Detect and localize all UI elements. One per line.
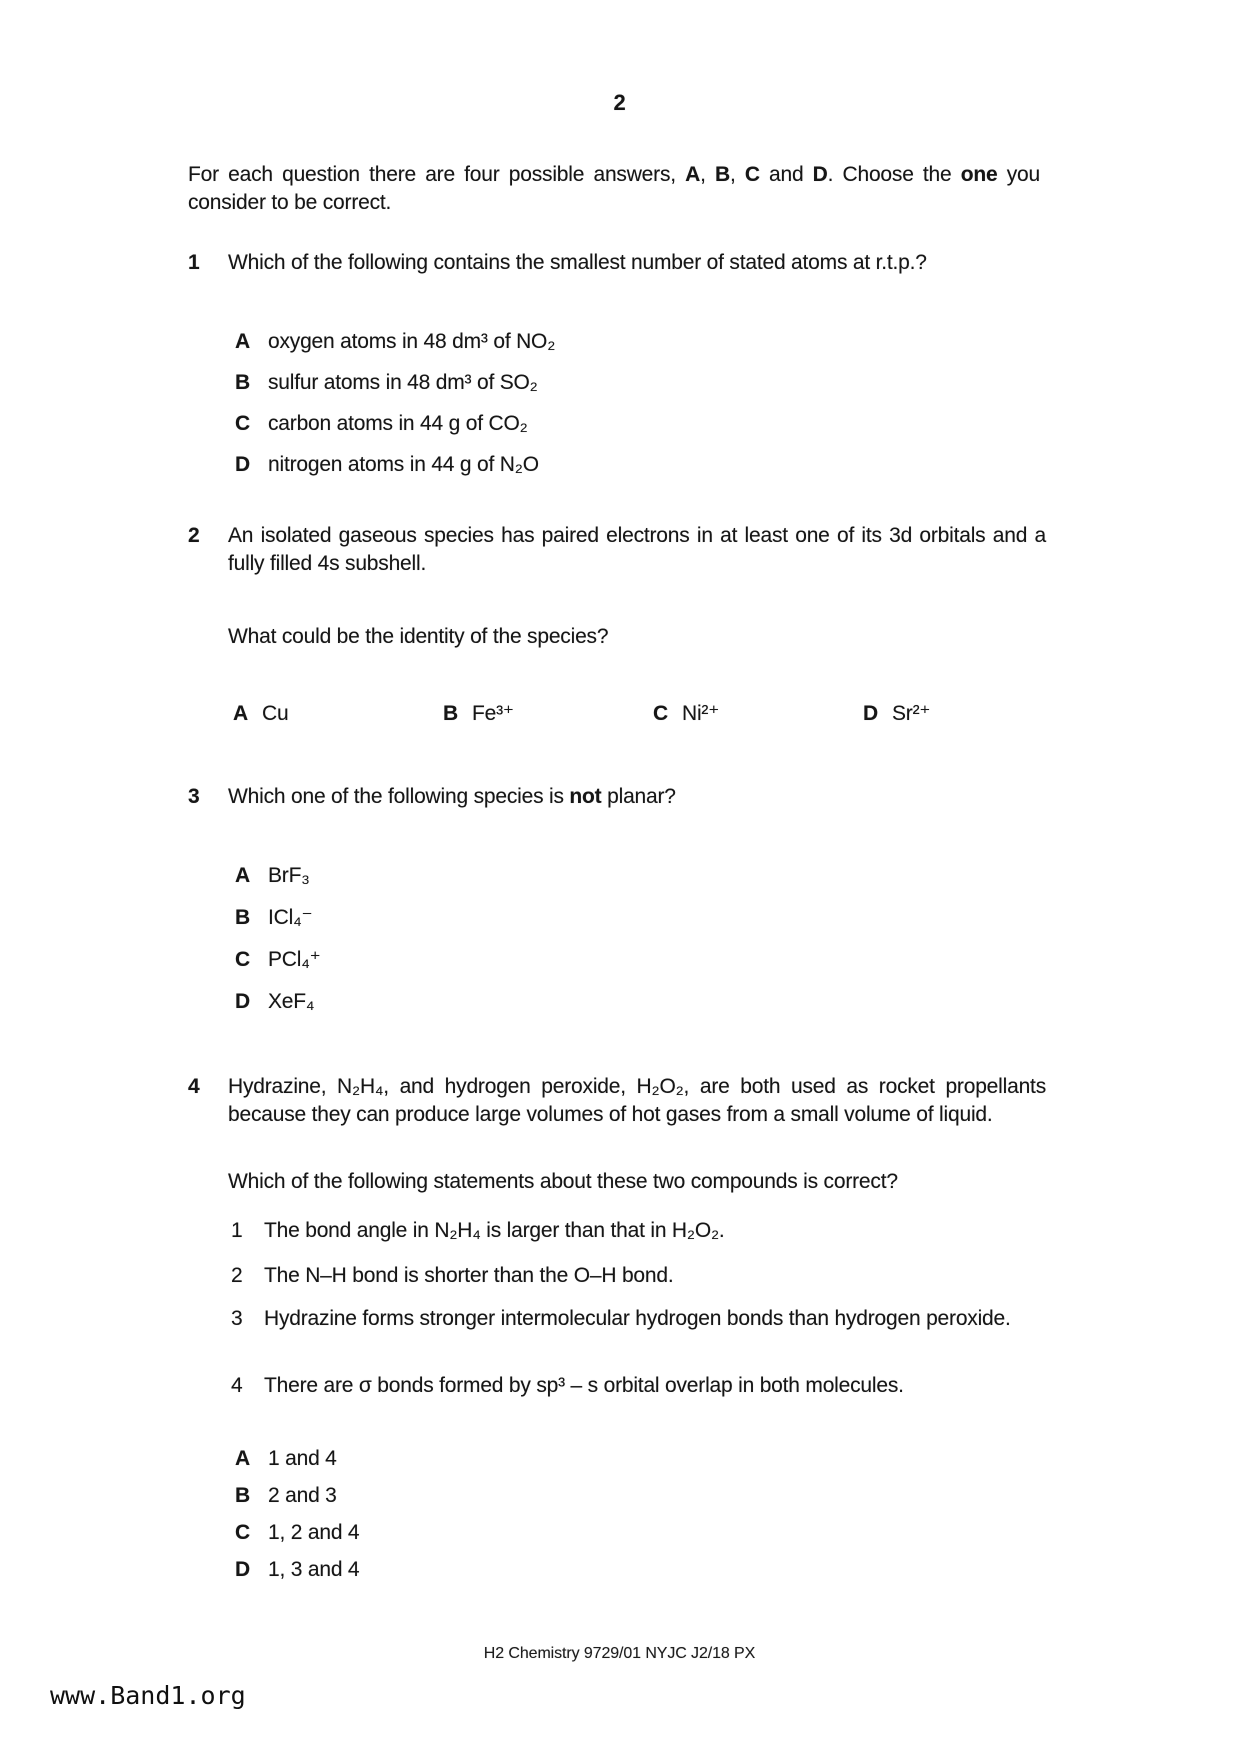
option-text: Ni²⁺: [682, 702, 720, 725]
intro-segment: A: [685, 163, 701, 186]
option-row: [235, 988, 321, 1016]
option-text: nitrogen atoms in 44 g of N₂O: [268, 453, 539, 476]
option-text: XeF₄: [268, 990, 315, 1013]
statement-text: The bond angle in N₂H₄ is larger than that in H₂O₂.: [264, 1219, 725, 1242]
statement-number: 3: [231, 1307, 243, 1330]
question-2-options: [233, 700, 1073, 728]
option-letter: D: [863, 702, 878, 725]
option-letter: C: [653, 702, 668, 725]
question-text: [228, 783, 1046, 811]
option-letter: A: [235, 864, 250, 887]
question-number: 3: [188, 785, 200, 808]
option-row: [235, 904, 321, 932]
question-1-options: [235, 328, 555, 492]
intro-segment: one: [960, 163, 998, 186]
option-row: [235, 1445, 359, 1473]
watermark-url: www.Band1.org: [50, 1681, 246, 1710]
option-row: [235, 1556, 359, 1584]
intro-segment: . Choose the: [827, 163, 961, 186]
question-text: Which of the following contains the smallest number of stated atoms at r.t.p.?: [228, 251, 927, 274]
intro-segment: and: [759, 163, 813, 186]
question-2: [188, 522, 1046, 578]
option-text: 1 and 4: [268, 1447, 337, 1470]
option-letter: A: [235, 330, 250, 353]
question-number: 1: [188, 251, 200, 274]
intro-segment: C: [744, 163, 760, 186]
option-row: [235, 862, 321, 890]
option-letter: A: [233, 702, 248, 725]
intro-segment: you consider to be correct.: [188, 163, 1040, 214]
page-number: 2: [613, 90, 626, 115]
statement-number: 2: [231, 1264, 243, 1287]
option-letter: C: [235, 948, 250, 971]
option-text: 1, 3 and 4: [268, 1558, 360, 1581]
option-row: [235, 451, 555, 479]
option-text: carbon atoms in 44 g of CO₂: [268, 412, 528, 435]
option-letter: B: [235, 1484, 250, 1507]
statement-number: 4: [231, 1374, 243, 1397]
question-text: An isolated gaseous species has paired electrons in at least one of its 3d orbitals and a fully filled 4s subshell.: [228, 524, 1046, 575]
statement-text: The N–H bond is shorter than the O–H bond.: [264, 1264, 674, 1287]
intro-segment: ,: [700, 163, 715, 186]
option-text: sulfur atoms in 48 dm³ of SO₂: [268, 371, 538, 394]
option-letter: D: [235, 1558, 250, 1581]
question-2-subtext: What could be the identity of the species?: [228, 625, 609, 648]
intro-segment: ,: [729, 163, 745, 186]
option-text: Sr²⁺: [892, 702, 931, 725]
question-number: 4: [188, 1075, 200, 1098]
intro-segment: B: [714, 163, 730, 186]
question-text-segment: planar?: [601, 785, 676, 808]
option-letter: D: [235, 453, 250, 476]
statement-number: 1: [231, 1219, 243, 1242]
question-text-segment: not: [569, 785, 602, 808]
statement-row: [231, 1372, 1042, 1400]
option-row: [863, 700, 1073, 728]
option-text: oxygen atoms in 48 dm³ of NO₂: [268, 330, 556, 353]
intro-segment: For each question there are four possible answers,: [188, 163, 686, 186]
option-letter: B: [235, 906, 250, 929]
option-row: [233, 700, 443, 728]
question-text-segment: Which one of the following species is: [228, 785, 570, 808]
option-row: [235, 1482, 359, 1510]
question-number: 2: [188, 524, 200, 547]
option-letter: C: [235, 412, 250, 435]
option-text: Fe³⁺: [472, 702, 514, 725]
statement-row: [231, 1305, 1042, 1333]
option-text: BrF₃: [268, 864, 310, 887]
question-4: [188, 1073, 1046, 1129]
statement-row: [231, 1262, 1042, 1290]
question-3-options: [235, 862, 321, 1030]
statement-text: There are σ bonds formed by sp³ – s orbital overlap in both molecules.: [264, 1374, 904, 1397]
option-text: Cu: [262, 702, 289, 725]
option-letter: A: [235, 1447, 250, 1470]
option-text: 1, 2 and 4: [268, 1521, 360, 1544]
option-row: [235, 328, 555, 356]
intro-segment: D: [812, 163, 828, 186]
option-row: [235, 946, 321, 974]
option-text: 2 and 3: [268, 1484, 337, 1507]
option-letter: B: [235, 371, 250, 394]
option-row: [653, 700, 863, 728]
question-3: [188, 783, 1046, 811]
question-1: [188, 249, 1046, 277]
intro-paragraph: [188, 161, 1040, 217]
option-row: [235, 369, 555, 397]
option-row: [235, 410, 555, 438]
statement-text: Hydrazine forms stronger intermolecular hydrogen bonds than hydrogen peroxide.: [264, 1307, 1011, 1330]
option-letter: B: [443, 702, 458, 725]
option-letter: C: [235, 1521, 250, 1544]
question-text: Hydrazine, N₂H₄, and hydrogen peroxide, H₂O₂, are both used as rocket propellants because they can produce large volumes of hot gases from a small volume of liquid.: [228, 1075, 1046, 1126]
option-row: [235, 1519, 359, 1547]
option-text: ICl₄⁻: [268, 906, 313, 929]
option-row: [443, 700, 653, 728]
question-4-subtext: Which of the following statements about these two compounds is correct?: [228, 1170, 898, 1193]
question-4-options: [235, 1445, 359, 1593]
footer-doc-ref: H2 Chemistry 9729/01 NYJC J2/18 PX: [483, 1645, 756, 1662]
option-text: PCl₄⁺: [268, 948, 321, 971]
statement-row: [231, 1217, 1042, 1245]
option-letter: D: [235, 990, 250, 1013]
